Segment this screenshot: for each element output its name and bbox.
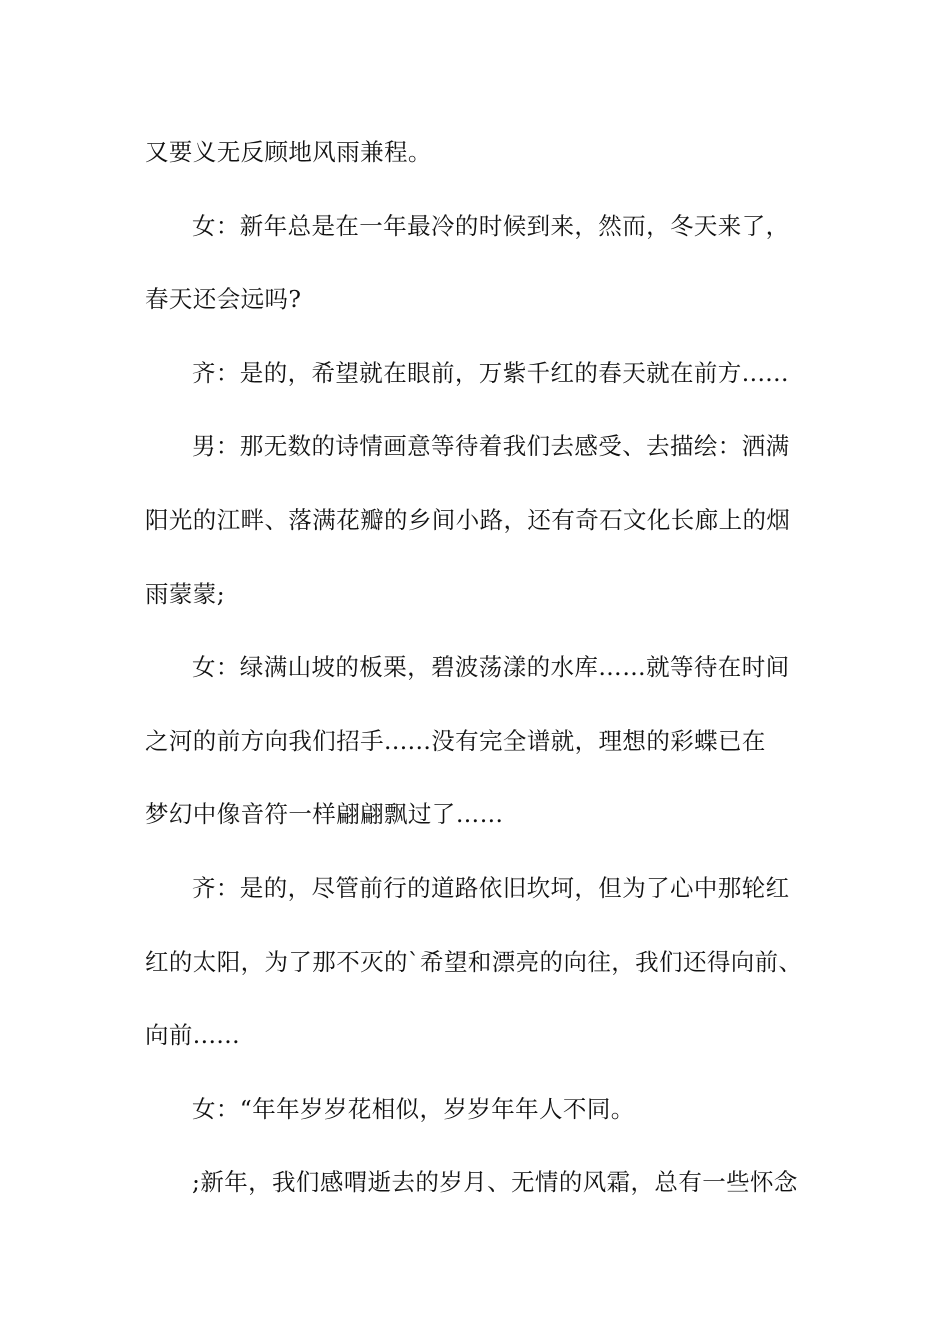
text-line: 阳光的江畔、落满花瓣的乡间小路，还有奇石文化长廊上的烟 — [145, 505, 791, 534]
text-line: 向前...... — [145, 1021, 241, 1050]
text-line: 之河的前方向我们招手......没有完全谱就，理想的彩蝶已在 — [145, 726, 766, 755]
text-line: 雨蒙蒙; — [145, 579, 226, 608]
text-line: 春天还会远吗? — [145, 285, 302, 314]
text-line: 又要义无反顾地风雨兼程。 — [145, 138, 432, 166]
text-line: 齐：是的，希望就在眼前，万紫千红的春天就在前方...... — [192, 358, 789, 387]
text-line: 女：新年总是在一年最冷的时候到来，然而，冬天来了， — [192, 211, 790, 240]
text-line: ;新年，我们感喟逝去的岁月、无情的风霜，总有一些怀念 — [192, 1168, 798, 1197]
document-body — [145, 128, 810, 1232]
text-line: 齐：是的，尽管前行的道路依旧坎坷，但为了心中那轮红 — [192, 873, 790, 902]
text-line: 男：那无数的诗情画意等待着我们去感受、去描绘：洒满 — [192, 432, 790, 461]
text-line: 红的太阳，为了那不灭的`希望和漂亮的向往，我们还得向前、 — [145, 947, 803, 976]
text-line: 女：绿满山坡的板栗，碧波荡漾的水库……就等待在时间 — [192, 653, 790, 682]
text-line: 女：“年年岁岁花相似，岁岁年年人不同。 — [192, 1094, 635, 1123]
text-line: 梦幻中像音符一样翩翩飘过了…… — [145, 800, 504, 829]
